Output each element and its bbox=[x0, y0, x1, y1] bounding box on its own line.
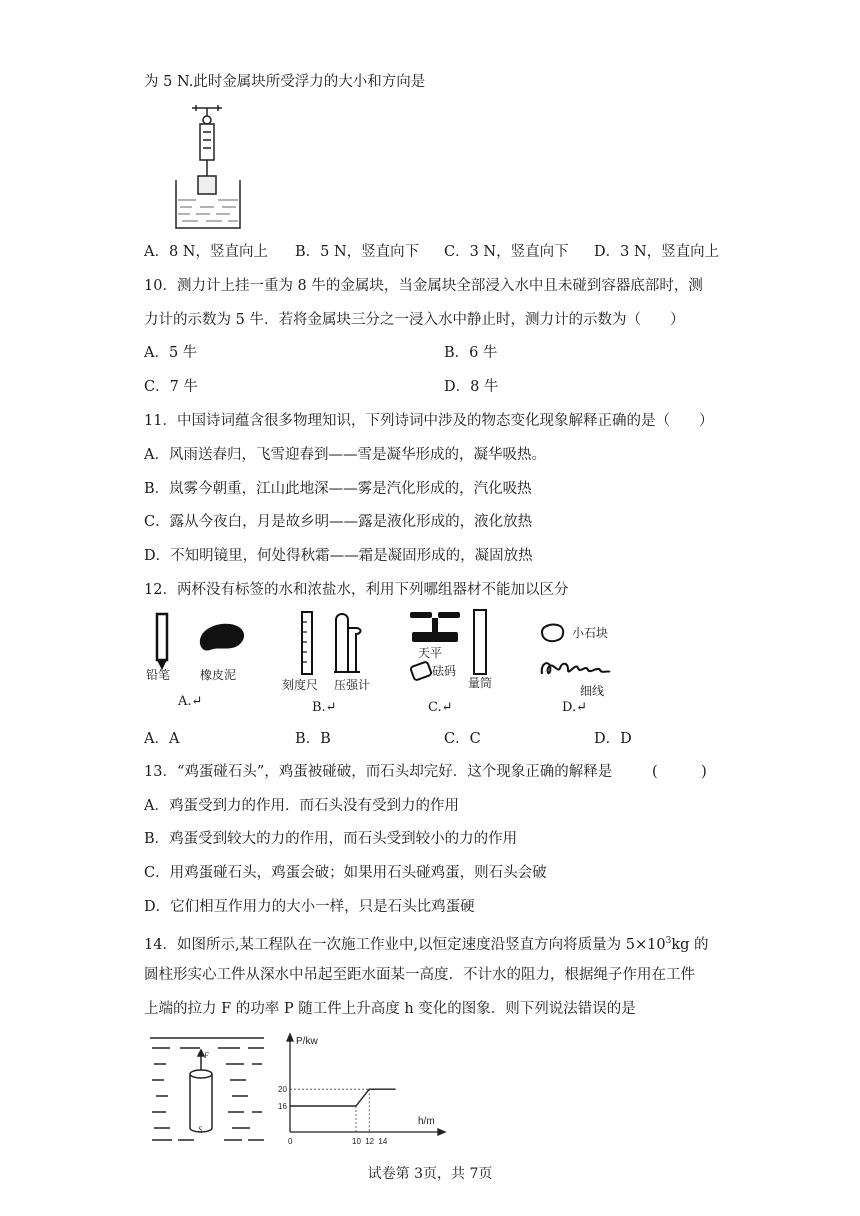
pebble-icon bbox=[538, 622, 566, 644]
q11-option-c: C．露从今夜白，月是故乡明——露是液化形成的，液化放热 bbox=[144, 514, 533, 530]
q9-stem-tail: 为 5 N.此时金属块所受浮力的大小和方向是 bbox=[144, 74, 426, 90]
q14-cylinder-in-water-figure bbox=[148, 1036, 266, 1146]
pencil-label: 铅笔 bbox=[146, 668, 171, 682]
q13-stem: 13．“鸡蛋碰石头”，鸡蛋被碰破，而石头却完好．这个现象正确的解释是 bbox=[144, 764, 613, 780]
q10-option-a: A．5 牛 bbox=[144, 345, 198, 361]
q10-stem-line2: 力计的示数为 5 牛．若将金属块三分之一浸入水中静止时，测力计的示数为（ ） bbox=[144, 312, 685, 328]
weights-icon bbox=[410, 660, 432, 682]
y-tick-label: 20 bbox=[278, 1085, 287, 1095]
x-tick-label: 0 bbox=[288, 1137, 293, 1146]
x-tick-label: 14 bbox=[378, 1137, 388, 1146]
y-tick-label: 16 bbox=[278, 1102, 287, 1111]
q9-spring-scale-figure bbox=[170, 104, 248, 230]
q12-option-a: A．A bbox=[144, 731, 180, 747]
x-tick-label: 10 bbox=[352, 1137, 361, 1146]
q14-stem-line2: 圆柱形实心工件从深水中吊起至距水面某一高度．不计水的阻力，根据绳子作用在工件 bbox=[144, 967, 695, 983]
q10-option-c: C．7 牛 bbox=[144, 379, 198, 395]
ruler-label: 刻度尺 bbox=[282, 678, 319, 692]
balance-label: 天平 bbox=[418, 646, 443, 660]
q10-option-b: B．6 牛 bbox=[444, 345, 498, 361]
pebble-label: 小石块 bbox=[572, 626, 609, 640]
q9-option-d: D．3 N，竖直向上 bbox=[594, 244, 720, 260]
thread-label: 细线 bbox=[580, 684, 605, 698]
q11-option-b: B．岚雾今朝重，江山此地深——雾是汽化形成的，汽化吸热 bbox=[144, 481, 532, 497]
q12-stem: 12．两杯没有标签的水和浓盐水，利用下列哪组器材不能加以区分 bbox=[144, 582, 569, 598]
pressure-gauge-icon bbox=[332, 610, 366, 676]
pressure-gauge-label: 压强计 bbox=[334, 678, 371, 692]
q12-figure-b bbox=[280, 608, 390, 720]
area-label: S bbox=[198, 1125, 202, 1134]
q9-option-c: C．3 N，竖直向下 bbox=[444, 244, 569, 260]
q13-option-a: A．鸡蛋受到力的作用．而石头没有受到力的作用 bbox=[144, 798, 459, 814]
pencil-icon bbox=[154, 612, 170, 672]
plasticine-icon bbox=[196, 620, 248, 654]
q12-option-d: D．D bbox=[594, 731, 632, 747]
q14-stem-line3: 上端的拉力 F 的功率 P 随工件上升高度 h 变化的图象．则下列说法错误的是 bbox=[144, 1001, 636, 1017]
q11-option-a: A．风雨送春归，飞雪迎春到——雪是凝华形成的，凝华吸热。 bbox=[144, 447, 546, 463]
q10-option-d: D．8 牛 bbox=[444, 379, 499, 395]
x-tick-label: 12 bbox=[365, 1137, 375, 1146]
q13-option-c: C．用鸡蛋碰石头，鸡蛋会破；如果用石头碰鸡蛋，则石头会破 bbox=[144, 865, 547, 881]
q13-answer-bracket: ( ) bbox=[652, 764, 707, 780]
q12-figure-d bbox=[536, 618, 636, 720]
weights-label: 砝码 bbox=[432, 664, 457, 678]
figure-a-label: A.↵ bbox=[178, 694, 203, 709]
q14-stem-line1: 14．如图所示,某工程队在一次施工作业中,以恒定速度沿竖直方向将质量为 $5\times 10^3kg$ 的 bbox=[144, 936, 709, 953]
q12-option-b: B．B bbox=[295, 731, 331, 747]
y-axis-label: P/kw bbox=[296, 1036, 318, 1047]
plasticine-label: 橡皮泥 bbox=[200, 668, 237, 682]
q11-option-d: D．不知明镜里，何处得秋霜——霜是凝固形成的，凝固放热 bbox=[144, 548, 533, 564]
q12-figure-a bbox=[144, 608, 254, 718]
force-label: F bbox=[204, 1051, 209, 1060]
figure-d-label: D.↵ bbox=[562, 700, 587, 715]
thread-icon bbox=[538, 656, 614, 680]
x-axis-label: h/m bbox=[418, 1116, 435, 1127]
q9-option-a: A．8 N，竖直向上 bbox=[144, 244, 268, 260]
q12-option-c: C．C bbox=[444, 731, 481, 747]
q12-figure-c bbox=[404, 606, 514, 720]
measuring-cylinder-icon bbox=[472, 608, 488, 676]
ruler-icon bbox=[300, 610, 314, 676]
page-footer: 试卷第 3页，共 7页 bbox=[367, 1166, 493, 1182]
measuring-cylinder-label: 量筒 bbox=[468, 676, 493, 690]
balance-icon bbox=[406, 608, 464, 644]
q11-stem: 11．中国诗词蕴含很多物理知识，下列诗词中涉及的物态变化现象解释正确的是（ ） bbox=[144, 413, 714, 429]
figure-b-label: B.↵ bbox=[312, 700, 337, 715]
power-series-line bbox=[290, 1089, 396, 1106]
figure-c-label: C.↵ bbox=[428, 700, 453, 715]
q13-option-d: D．它们相互作用力的大小一样，只是石头比鸡蛋硬 bbox=[144, 899, 475, 915]
q13-option-b: B．鸡蛋受到较大的力的作用，而石头受到较小的力的作用 bbox=[144, 831, 518, 847]
q14-power-height-chart bbox=[270, 1032, 450, 1148]
q9-option-b: B．5 N，竖直向下 bbox=[295, 244, 420, 260]
q10-stem-line1: 10．测力计上挂一重为 8 牛的金属块，当金属块全部浸入水中且未碰到容器底部时，测 bbox=[144, 278, 703, 294]
